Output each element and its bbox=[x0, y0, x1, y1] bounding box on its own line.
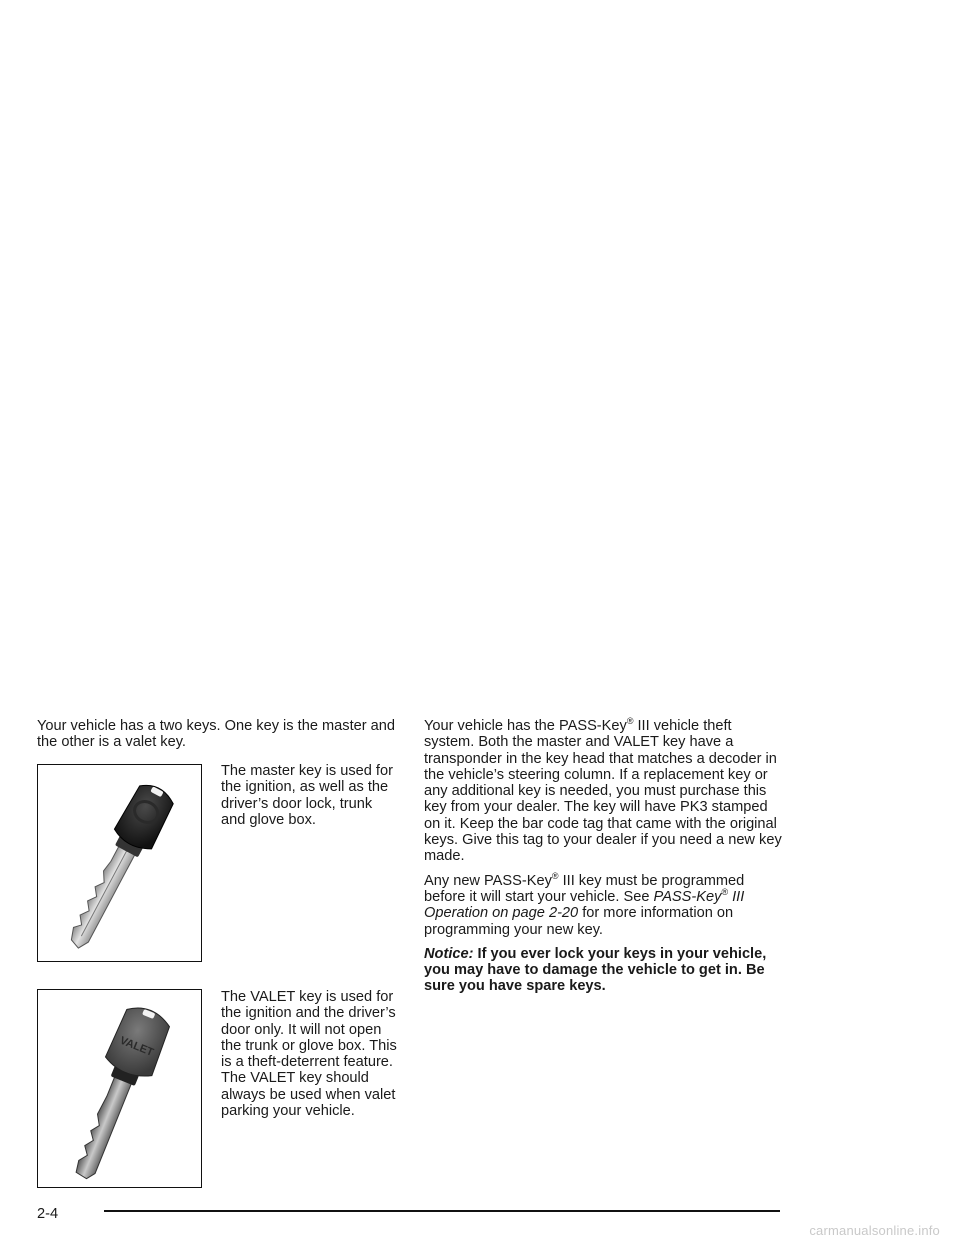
master-key-description: The master key is used for the ignition, as well as the driver’s door lock, trunk and glove box. bbox=[221, 763, 393, 828]
valet-key-illustration bbox=[37, 989, 202, 1188]
programming-paragraph: Any new PASS-Key® III key must be programmed before it will start your vehicle. See PASS-Key® III Operation on page 2-20 for more information on programming your new key. bbox=[424, 870, 745, 938]
notice-label: Notice: bbox=[424, 945, 474, 962]
watermark: carmanualsonline.info bbox=[809, 1223, 940, 1238]
valet-key-blade-icon bbox=[72, 1065, 140, 1182]
passkey-operation-link[interactable]: PASS-Key® III Operation on page 2-20 bbox=[424, 886, 745, 922]
key-blade-icon bbox=[64, 835, 143, 953]
registered-mark: ® bbox=[626, 716, 634, 726]
valet-key-description: The VALET key is used for the ignition and the driver’s door only. It will not open the trunk or glove box. This is a theft-deterrent feature. The VALET key should always be used when valet parking your vehicle. bbox=[221, 989, 397, 1120]
notice-text: If you ever lock your keys in your vehicle, you may have to damage the vehicle to get in. Be sure you have spare keys. bbox=[424, 945, 767, 995]
valet-head-label: VALET bbox=[117, 1034, 156, 1059]
notice-paragraph bbox=[424, 946, 784, 995]
passkey-paragraph: Your vehicle has the PASS-Key® III vehicle theft system. Both the master and VALET key have a transponder in the key head that matches a decoder in the vehicle’s steering column. If a replacement key or any additional key is needed, you must purchase this key from your dealer. The key will have PK3 stamped on it. Keep the bar code tag that came with the original keys. Give this tag to your dealer if you need a new key made. bbox=[424, 716, 782, 865]
master-key-illustration bbox=[37, 764, 202, 962]
page-number: 2-4 bbox=[37, 1206, 59, 1222]
right-column bbox=[424, 718, 784, 1003]
footer-rule bbox=[104, 1210, 780, 1212]
intro-text: Your vehicle has a two keys. One key is the master and the other is a valet key. bbox=[37, 718, 396, 751]
